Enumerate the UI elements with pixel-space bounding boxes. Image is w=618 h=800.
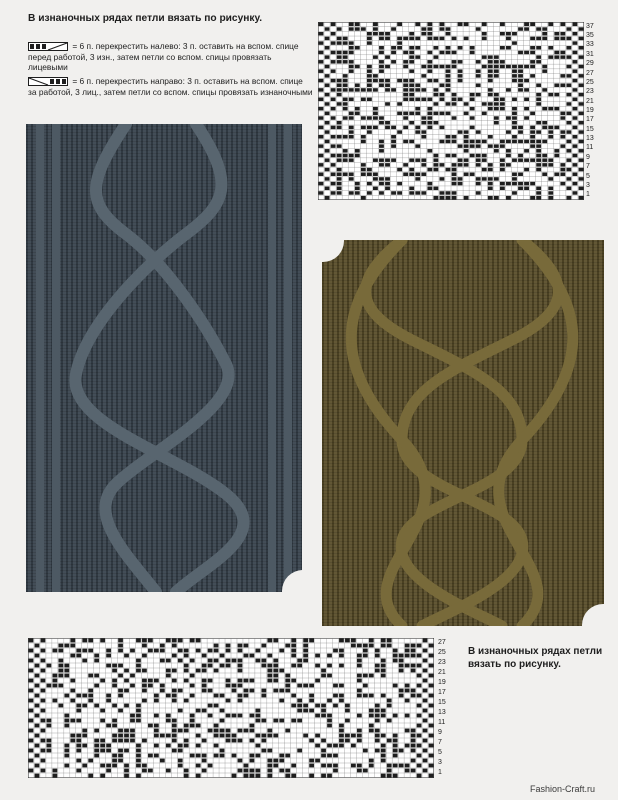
row-number: 27 [438, 639, 446, 646]
row-number: 27 [586, 69, 594, 77]
row-number: 13 [586, 135, 594, 143]
row-number: 15 [438, 699, 446, 706]
row-number: 11 [586, 144, 594, 152]
chart-note: В изнаночных рядах петли вязать по рисунку. [468, 646, 603, 670]
row-number: 9 [586, 153, 590, 161]
row-number: 13 [438, 709, 446, 716]
legend-text-left: = 6 п. перекрестить налево: 3 п. оставить на вспом. спице перед работой, 3 изн., затем петли со вспом. спицы провязать лицевыми [28, 41, 299, 73]
row-number: 33 [586, 41, 594, 49]
cable-pattern-illustration-left [26, 124, 302, 592]
row-number: 31 [586, 50, 594, 58]
row-number: 19 [438, 679, 446, 686]
row-number: 1 [586, 191, 590, 199]
legend-item-right-cross [28, 76, 313, 97]
row-number: 7 [586, 163, 590, 171]
row-number: 19 [586, 107, 594, 114]
row-number: 3 [438, 759, 442, 766]
row-number: 23 [586, 88, 594, 96]
row-number: 9 [438, 729, 442, 736]
chart-heading: В изнаночных рядах петли вязать по рисунку. [28, 13, 263, 24]
row-number: 29 [586, 60, 594, 68]
cable-right-cross-icon [28, 77, 68, 86]
row-number: 17 [438, 689, 446, 696]
knitting-chart-top [318, 22, 584, 200]
row-number: 5 [586, 172, 590, 180]
row-number: 25 [438, 649, 446, 656]
row-number: 23 [438, 659, 446, 666]
row-number: 25 [586, 78, 594, 86]
row-number: 5 [438, 749, 442, 756]
row-number: 37 [586, 22, 594, 30]
row-numbers-top [586, 22, 612, 200]
knit-sample-photo-right [322, 240, 604, 626]
legend-item-left-cross [28, 41, 313, 73]
row-number: 21 [438, 669, 446, 676]
row-number: 11 [438, 719, 446, 726]
cable-left-cross-icon [28, 42, 68, 51]
page-footer: Fashion-Craft.ru [530, 784, 596, 794]
row-number: 35 [586, 32, 594, 40]
knit-sample-photo-left [26, 124, 302, 592]
row-number: 15 [586, 125, 594, 133]
row-numbers-bottom [438, 638, 464, 778]
row-number: 7 [438, 739, 442, 746]
knitting-chart-bottom [28, 638, 434, 778]
legend-text-right: = 6 п. перекрестить направо: 3 п. оставить на вспом. спице за работой, 3 лиц., затем петли со вспом. спицы провязать изнаночными [28, 76, 313, 97]
row-number: 1 [438, 769, 442, 776]
cable-pattern-illustration-right [322, 240, 604, 626]
row-number: 21 [586, 97, 594, 105]
row-number: 3 [586, 181, 590, 189]
row-number: 17 [586, 116, 594, 124]
